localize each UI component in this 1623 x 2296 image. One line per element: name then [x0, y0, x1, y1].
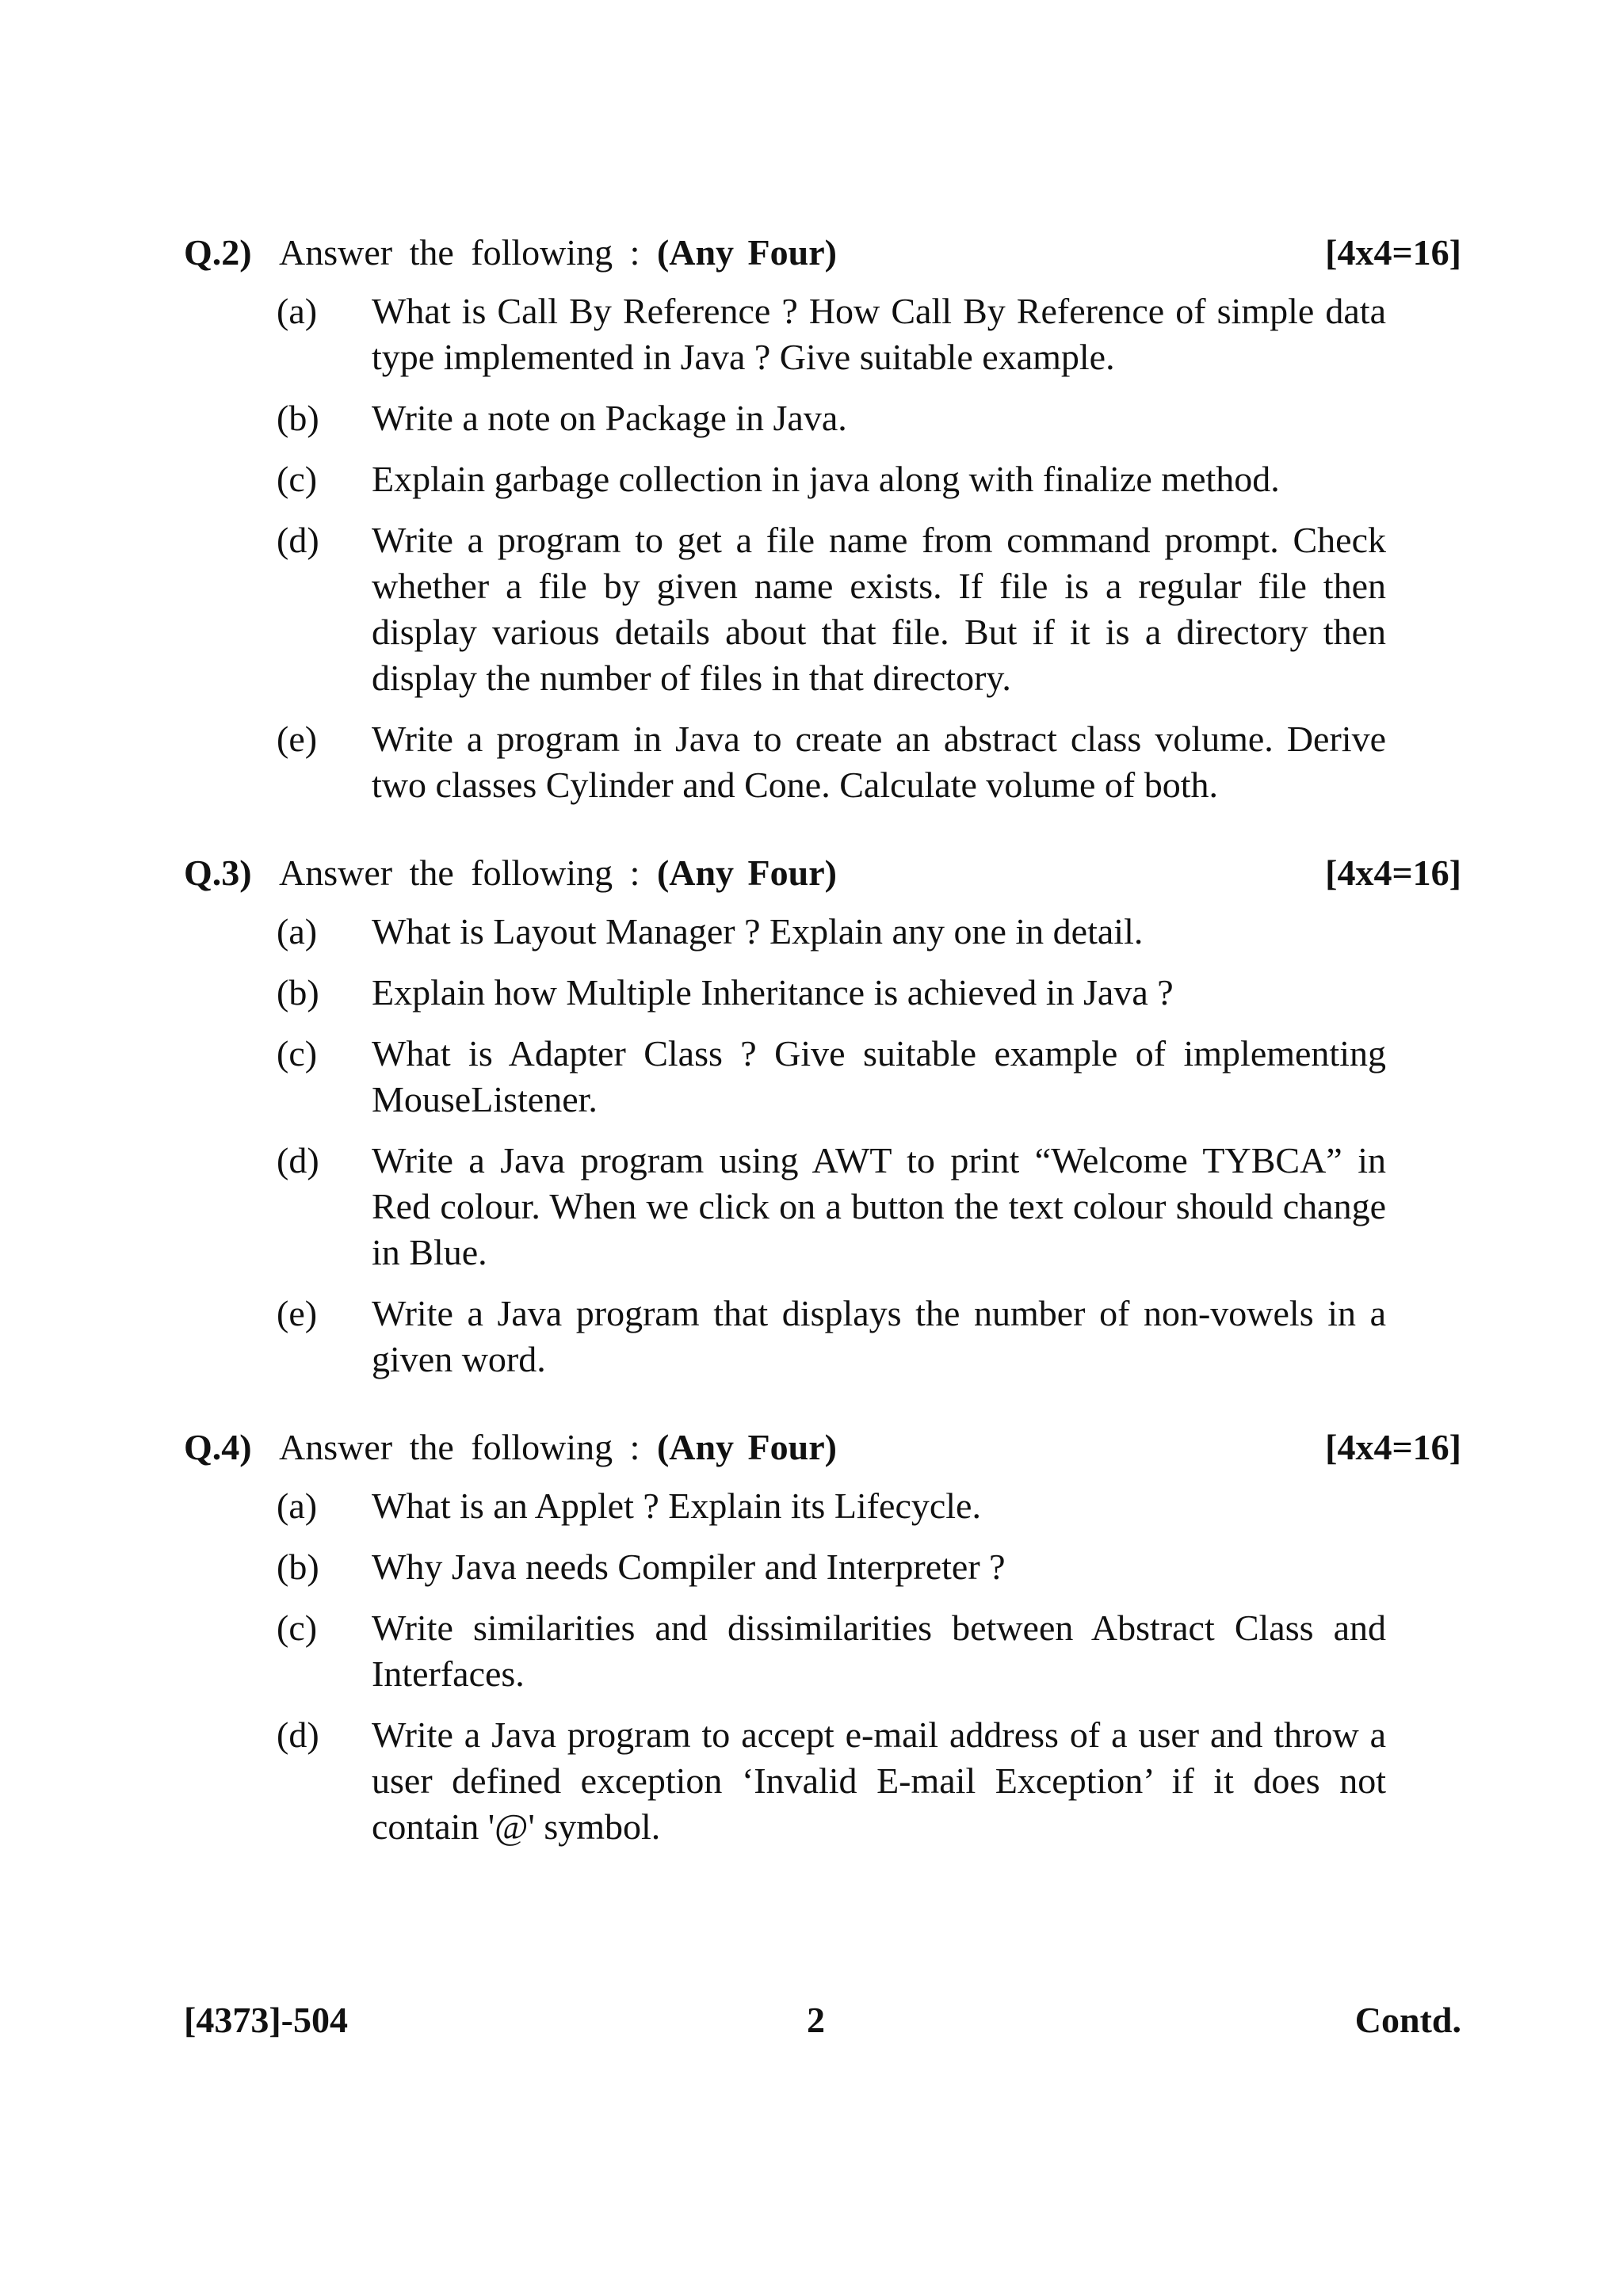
- sub-question-a: [184, 1483, 1386, 1529]
- question-marks: [4x4=16]: [1325, 1427, 1461, 1467]
- question-header: [184, 230, 1461, 276]
- sub-question-text: Write a Java program that displays the number of non-vowels in a given word.: [372, 1293, 1386, 1379]
- instruction-text: Answer the following :: [279, 1427, 640, 1467]
- sub-question-text: Write similarities and dissimilarities between Abstract Class and Interfaces.: [372, 1608, 1386, 1694]
- sub-question-text: Write a Java program using AWT to print “Welcome TYBCA” in Red colour. When we click on a button the text colour should change in Blue.: [372, 1140, 1386, 1272]
- sub-question-b: [184, 970, 1386, 1016]
- sub-question-c: [184, 456, 1386, 502]
- instruction-mode: (Any Four): [656, 852, 837, 893]
- sub-question-e: [184, 716, 1386, 808]
- question-marks: [4x4=16]: [1325, 852, 1461, 893]
- instruction-text: Answer the following :: [279, 232, 640, 273]
- sub-question-list: [184, 909, 1461, 1383]
- sub-question-label: (e): [277, 719, 318, 759]
- sub-question-c: [184, 1605, 1386, 1697]
- sub-question-b: [184, 395, 1386, 441]
- question-header: [184, 850, 1461, 896]
- paper-code: [4373]-504: [184, 2000, 348, 2040]
- sub-question-label: (a): [277, 291, 318, 331]
- question-marks: [4x4=16]: [1325, 232, 1461, 273]
- sub-question-text: Explain how Multiple Inheritance is achieved in Java ?: [372, 972, 1174, 1013]
- sub-question-text: Write a Java program to accept e-mail address of a user and throw a user defined exception ‘Invalid E-mail Exception’ if it does not contain '@' symbol.: [372, 1714, 1386, 1847]
- question-instruction: [279, 230, 837, 276]
- question-number: Q.2): [184, 232, 252, 273]
- sub-question-list: [184, 1483, 1461, 1850]
- sub-question-label: (d): [277, 520, 319, 560]
- sub-question-a: [184, 288, 1386, 380]
- sub-question-text: What is an Applet ? Explain its Lifecycle.: [372, 1486, 981, 1526]
- sub-question-b: [184, 1544, 1386, 1590]
- instruction-mode: (Any Four): [656, 232, 837, 273]
- question-header: [184, 1425, 1461, 1470]
- sub-question-label: (e): [277, 1293, 318, 1333]
- sub-question-e: [184, 1291, 1386, 1383]
- sub-question-text: Explain garbage collection in java along with finalize method.: [372, 459, 1280, 499]
- sub-question-label: (a): [277, 1486, 318, 1526]
- sub-question-label: (b): [277, 972, 319, 1013]
- continued-label: Contd.: [1354, 2000, 1461, 2040]
- question-3: [184, 850, 1461, 1383]
- page-footer: [184, 1997, 1461, 2044]
- sub-question-label: (b): [277, 398, 319, 438]
- sub-question-label: (d): [277, 1140, 319, 1180]
- sub-question-text: What is Layout Manager ? Explain any one in detail.: [372, 911, 1144, 952]
- question-number: Q.4): [184, 1427, 252, 1467]
- sub-question-text: What is Call By Reference ? How Call By Reference of simple data type implemented in Java ? Give suitable example.: [372, 291, 1386, 377]
- sub-question-text: Why Java needs Compiler and Interpreter ?: [372, 1547, 1006, 1587]
- sub-question-text: Write a program to get a file name from command prompt. Check whether a file by given name exists. If file is a regular file then display various details about that file. But if it is a directory then display the number of files in that directory.: [372, 520, 1386, 698]
- sub-question-list: [184, 288, 1461, 808]
- sub-question-label: (a): [277, 911, 318, 952]
- instruction-text: Answer the following :: [279, 852, 640, 893]
- sub-question-text: Write a program in Java to create an abstract class volume. Derive two classes Cylinder and Cone. Calculate volume of both.: [372, 719, 1386, 805]
- sub-question-label: (c): [277, 1033, 318, 1074]
- sub-question-d: [184, 1712, 1386, 1850]
- sub-question-label: (c): [277, 459, 318, 499]
- sub-question-text: What is Adapter Class ? Give suitable example of implementing MouseListener.: [372, 1033, 1386, 1119]
- question-2: [184, 230, 1461, 808]
- sub-question-d: [184, 517, 1386, 701]
- sub-question-label: (d): [277, 1714, 319, 1755]
- sub-question-text: Write a note on Package in Java.: [372, 398, 847, 438]
- question-instruction: [279, 850, 837, 896]
- page-number: 2: [807, 2000, 825, 2040]
- question-4: [184, 1425, 1461, 1850]
- sub-question-label: (b): [277, 1547, 319, 1587]
- sub-question-label: (c): [277, 1608, 318, 1648]
- question-number: Q.3): [184, 852, 252, 893]
- sub-question-c: [184, 1031, 1386, 1123]
- question-instruction: [279, 1425, 837, 1470]
- instruction-mode: (Any Four): [656, 1427, 837, 1467]
- sub-question-d: [184, 1138, 1386, 1276]
- sub-question-a: [184, 909, 1386, 955]
